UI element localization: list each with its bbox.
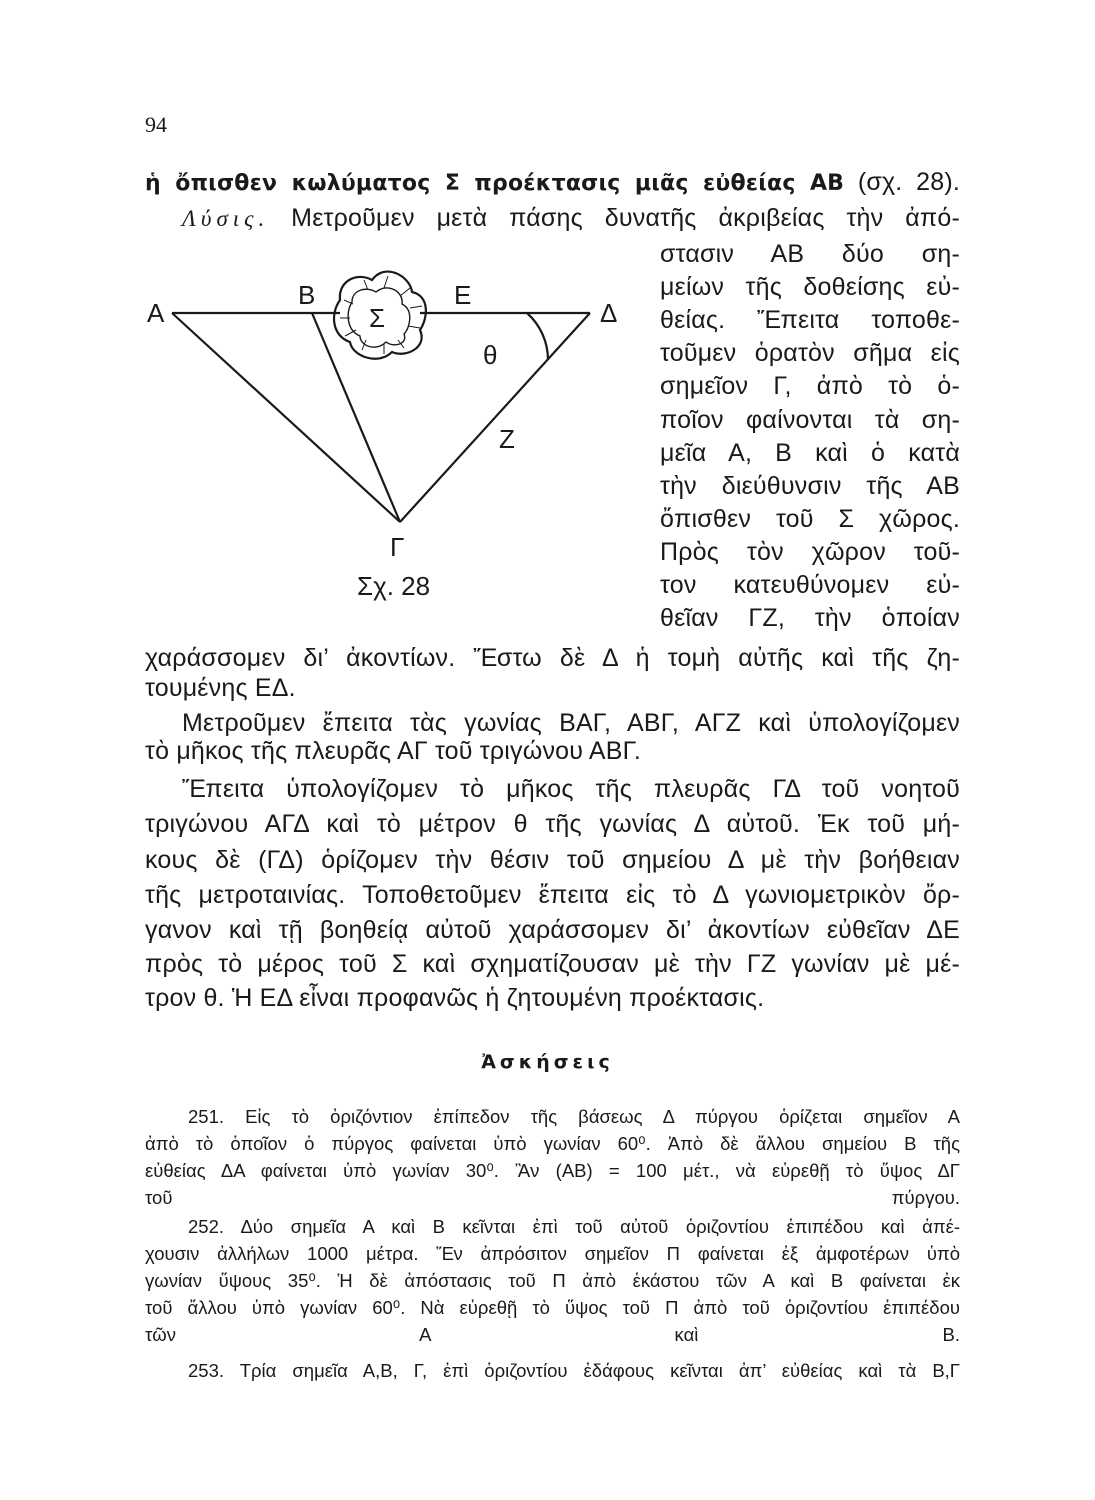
text-line: ὄπισθεν τοῦ Σ χῶρος.: [660, 505, 960, 533]
angle-theta-arc: [527, 313, 548, 360]
exercise-line: τοῦ ἄλλου ὑπὸ γωνίαν 60⁰. Νὰ εὑρεθῇ τὸ ὕψος τοῦ Π ἀπὸ τοῦ ὁριζοντίου ἐπιπέδου: [145, 1297, 960, 1318]
figure-28: [0, 0, 1095, 620]
label-z: Ζ: [499, 424, 515, 454]
text-line: Μετροῦμεν ἔπειτα τὰς γωνίας ΒΑΓ, ΑΒΓ, ΑΓΖ καὶ ὑπολογίζομεν: [182, 709, 960, 737]
text-line: πρὸς τὸ μέρος τοῦ Σ καὶ σχηματίζουσαν μὲ τὴν ΓΖ γωνίαν μὲ μέ-: [145, 950, 960, 978]
figure-caption: Σχ. 28: [357, 571, 431, 601]
exercise-line: εὐθείας ΔΑ φαίνεται ὑπὸ γωνίαν 30⁰. Ἂν (ΑΒ) = 100 μέτ., νὰ εὑρεθῇ τὸ ὕψος ΔΓ: [145, 1160, 960, 1181]
line-ag: [172, 313, 400, 522]
text-line: τὸ μῆκος τῆς πλευρᾶς ΑΓ τοῦ τριγώνου ΑΒΓ.: [145, 737, 642, 765]
solution-text: Μετροῦμεν μετὰ πάσης δυνατῆς ἀκριβείας τὴν ἀπό-: [291, 204, 960, 232]
exercise-line: 252. Δύο σημεῖα Α καὶ Β κεῖνται ἐπὶ τοῦ αὐτοῦ ὁριζοντίου ἐπιπέδου καὶ ἀπέ-: [188, 1216, 960, 1237]
label-b: Β: [298, 280, 316, 310]
text-line: στασιν ΑΒ δύο ση-: [660, 240, 960, 268]
text-line: ποῖον φαίνονται τὰ ση-: [660, 406, 960, 434]
label-a: Α: [147, 298, 165, 328]
text-line: μείων τῆς δοθείσης εὐ-: [660, 273, 960, 301]
text-line: τουμένης ΕΔ.: [145, 674, 296, 702]
text-line: τῆς μετροταινίας. Τοποθετοῦμεν ἔπειτα εἰς τὸ Δ γωνιομετρικὸν ὄρ-: [145, 881, 960, 909]
exercise-line: τῶν Α καὶ Β.: [145, 1324, 960, 1345]
intro-text: ἡ ὄπισθεν κωλύματος Σ προέκτασις μιᾶς εὐθείας ΑΒ: [145, 171, 845, 196]
line-bg: [312, 313, 400, 522]
label-g: Γ: [390, 532, 405, 562]
label-d: Δ: [600, 298, 618, 328]
text-line: μεῖα Α, Β καὶ ὁ κατὰ: [660, 439, 960, 467]
text-line: Πρὸς τὸν χῶρον τοῦ-: [660, 538, 960, 566]
text-line: κους δὲ (ΓΔ) ὁρίζομεν τὴν θέσιν τοῦ σημείου Δ μὲ τὴν βοήθειαν: [145, 846, 960, 874]
page-number: 94: [145, 112, 167, 137]
label-e: Ε: [454, 280, 472, 310]
text-line: τρον θ. Ἡ ΕΔ εἶναι προφανῶς ἡ ζητουμένη προέκτασις.: [145, 984, 765, 1012]
figure-reference: (σχ. 28).: [844, 168, 960, 196]
text-line: χαράσσομεν δι’ ἀκοντίων. Ἔστω δὲ Δ ἡ τομὴ αὐτῆς καὶ τῆς ζη-: [145, 644, 960, 672]
exercise-line: 253. Τρία σημεῖα Α,Β, Γ, ἐπὶ ὁριζοντίου ἐδάφους κεῖνται ἀπ’ εὐθείας καὶ τὰ Β,Γ: [188, 1360, 960, 1381]
exercises-heading: Ἀσκήσεις: [481, 1051, 614, 1073]
text-line: θεῖαν ΓΖ, τὴν ὁποίαν: [660, 604, 960, 632]
label-theta: θ: [483, 340, 498, 370]
exercise-line: χουσιν ἀλλήλων 1000 μέτρα. Ἕν ἀπρόσιτον σημεῖον Π φαίνεται ἐξ ἀμφοτέρων ὑπὸ: [145, 1243, 960, 1264]
text-line: τον κατευθύνομεν εὐ-: [660, 571, 960, 599]
solution-label: Λύσις.: [182, 206, 270, 231]
text-line: Ἔπειτα ὑπολογίζομεν τὸ μῆκος τῆς πλευρᾶς ΓΔ τοῦ νοητοῦ: [182, 775, 960, 803]
text-line: σημεῖον Γ, ἀπὸ τὸ ὁ-: [660, 372, 960, 400]
text-line: τὴν διεύθυνσιν τῆς ΑΒ: [660, 472, 960, 500]
text-line: θείας. Ἔπειτα τοποθε-: [660, 306, 960, 334]
exercise-line: ἀπὸ τὸ ὁποῖον ὁ πύργος φαίνεται ὑπὸ γωνίαν 60⁰. Ἀπὸ δὲ ἄλλου σημείου Β τῆς: [145, 1133, 960, 1154]
exercise-line: τοῦ πύργου.: [145, 1187, 960, 1208]
label-sigma: Σ: [369, 303, 386, 333]
text-line: γανον καὶ τῇ βοηθείᾳ αὐτοῦ χαράσσομεν δι’ ἀκοντίων εὐθεῖαν ΔΕ: [145, 916, 960, 944]
exercise-line: γωνίαν ὕψους 35⁰. Ἡ δὲ ἀπόστασις τοῦ Π ἀπὸ ἑκάστου τῶν Α καὶ Β φαίνεται ἐκ: [145, 1270, 960, 1291]
text-line: τοῦμεν ὁρατὸν σῆμα εἰς: [660, 339, 960, 367]
exercise-line: 251. Εἰς τὸ ὁριζόντιον ἐπίπεδον τῆς βάσεως Δ πύργου ὁρίζεται σημεῖον Α: [188, 1106, 960, 1127]
text-line: τριγώνου ΑΓΔ καὶ τὸ μέτρον θ τῆς γωνίας Δ αὐτοῦ. Ἐκ τοῦ μή-: [145, 810, 960, 838]
